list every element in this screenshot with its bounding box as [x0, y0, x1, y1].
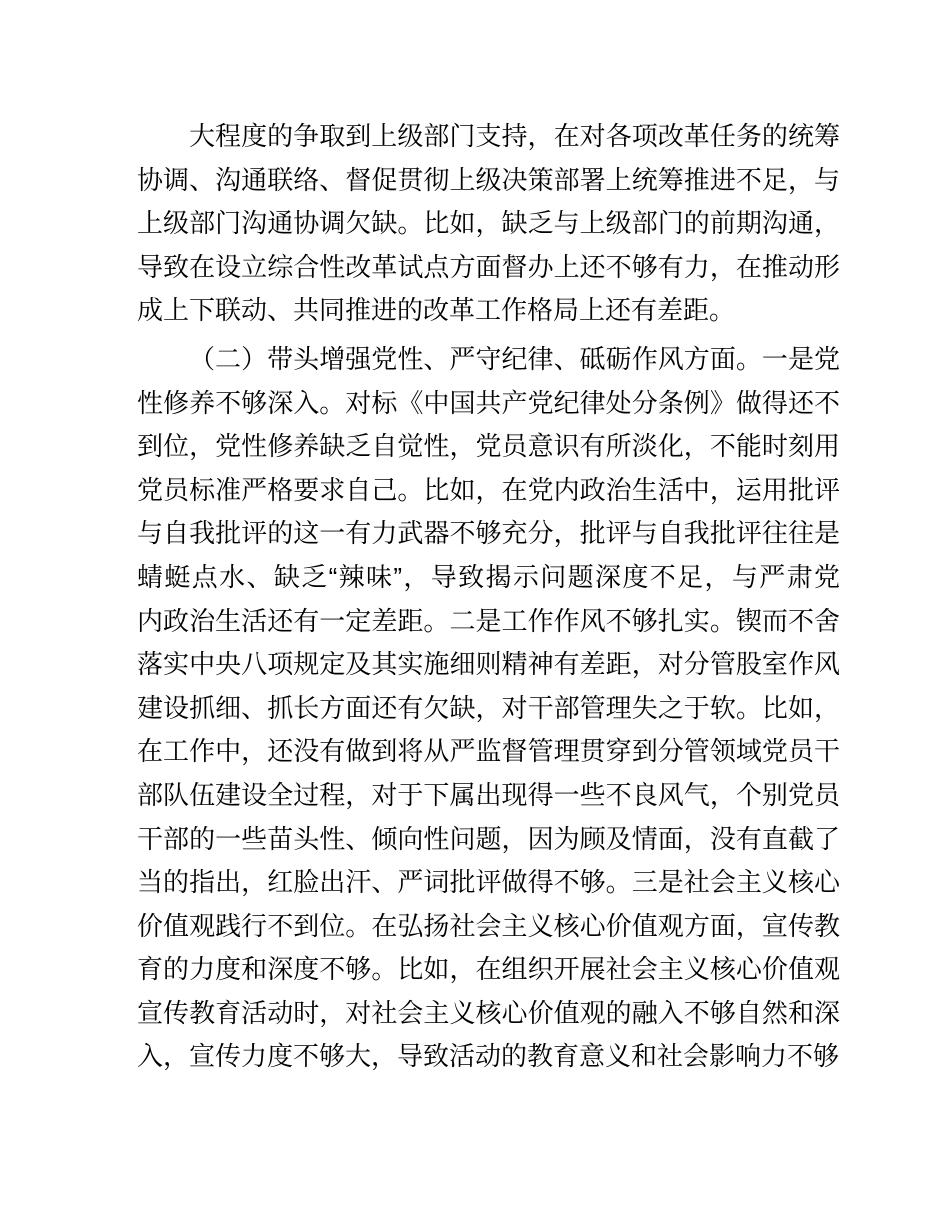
text-line: 大程度的争取到上级部门支持，在对各项改革任务的统筹 — [189, 121, 840, 151]
text-line: 部队伍建设全过程，对于下属出现得一些不良风气，个别党员 — [137, 779, 840, 810]
text-line: 性修养不够深入。对标《中国共产党纪律处分条例》做得还不 — [137, 387, 840, 418]
text-line: （二）带头增强党性、严守纪律、砥砺作风方面。一是党 — [189, 343, 840, 374]
text-line: 价值观践行不到位。在弘扬社会主义核心价值观方面，宣传教 — [137, 910, 840, 941]
text-line: 蜻蜓点水、缺乏“辣味”，导致揭示问题深度不足，与严肃党 — [137, 561, 840, 592]
text-line: 在工作中，还没有做到将从严监督管理贯穿到分管领域党员干 — [137, 736, 840, 767]
document-body — [137, 115, 840, 1079]
text-line: 入，宣传力度不够大，导致活动的教育意义和社会影响力不够 — [137, 1041, 840, 1072]
text-line: 育的力度和深度不够。比如，在组织开展社会主义核心价值观 — [137, 954, 840, 985]
text-line: 内政治生活还有一定差距。二是工作作风不够扎实。锲而不舍 — [137, 605, 840, 636]
text-line: 干部的一些苗头性、倾向性问题，因为顾及情面，没有直截了 — [137, 823, 840, 854]
text-line: 当的指出，红脸出汗、严词批评做得不够。三是社会主义核心 — [137, 867, 840, 898]
paragraph — [137, 338, 840, 1079]
text-line: 导致在设立综合性改革试点方面督办上还不够有力，在推动形 — [137, 251, 840, 282]
text-line: 上级部门沟通协调欠缺。比如，缺乏与上级部门的前期沟通， — [137, 208, 840, 239]
text-line: 宣传教育活动时，对社会主义核心价值观的融入不够自然和深 — [137, 997, 840, 1028]
text-line: 与自我批评的这一有力武器不够充分，批评与自我批评往往是 — [137, 518, 840, 549]
paragraph — [137, 115, 840, 333]
text-line: 党员标准严格要求自己。比如，在党内政治生活中，运用批评 — [137, 474, 840, 505]
text-line: 到位，党性修养缺乏自觉性，党员意识有所淡化，不能时刻用 — [137, 431, 840, 462]
text-line: 协调、沟通联络、督促贯彻上级决策部署上统筹推进不足，与 — [137, 164, 840, 195]
text-line: 建设抓细、抓长方面还有欠缺，对干部管理失之于软。比如， — [137, 692, 840, 723]
text-line: 成上下联动、共同推进的改革工作格局上还有差距。 — [137, 295, 736, 326]
text-line: 落实中央八项规定及其实施细则精神有差距，对分管股室作风 — [137, 649, 840, 680]
